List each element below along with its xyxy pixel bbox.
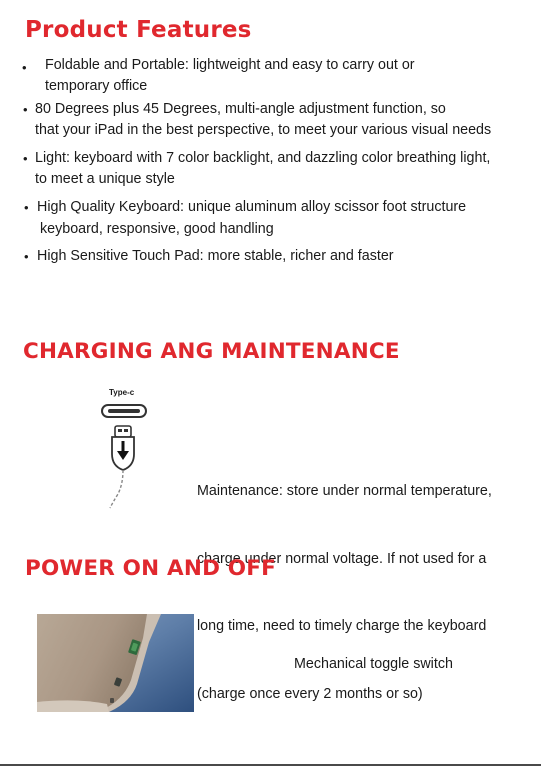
bullet-icon: • [23,151,28,166]
maintenance-line: long time, need to timely charge the keyboard [197,618,487,634]
maintenance-text [197,435,527,728]
maintenance-line: charge under normal voltage. If not used for a [197,550,487,567]
feature-line: High Sensitive Touch Pad: more stable, richer and faster [37,248,394,264]
bottom-divider [0,764,541,766]
keyboard-edge-image [37,614,194,712]
feature-line: to meet a unique style [35,171,175,187]
bullet-icon: • [24,200,29,215]
feature-line: High Quality Keyboard: unique aluminum alloy scissor foot structure [37,199,467,215]
usb-cable-icon [96,384,156,512]
bullet-icon: • [24,249,29,264]
power-on-off-heading: POWER ON AND OFF [25,556,277,581]
toggle-switch-photo [37,614,194,712]
usb-type-c-illustration [96,384,156,512]
product-features-heading: Product Features [25,17,252,43]
bullet-icon: • [22,60,27,75]
bullet-icon: • [23,102,28,117]
toggle-switch-label: Mechanical toggle switch [294,656,453,672]
maintenance-line: Maintenance: store under normal temperature, [197,483,492,499]
feature-line: keyboard, responsive, good handling [40,221,274,237]
feature-line: 80 Degrees plus 45 Degrees, multi-angle adjustment function, so [35,101,446,117]
feature-line: that your iPad in the best perspective, to meet your various visual needs [35,122,492,138]
feature-line: Foldable and Portable: lightweight and easy to carry out or [45,57,415,73]
feature-line: temporary office [45,78,148,94]
port-label: Type-c [109,388,135,397]
feature-line: Light: keyboard with 7 color backlight, and dazzling color breathing light, [35,150,491,166]
charging-maintenance-heading: CHARGING ANG MAINTENANCE [23,339,400,364]
maintenance-line: (charge once every 2 months or so) [197,685,423,702]
